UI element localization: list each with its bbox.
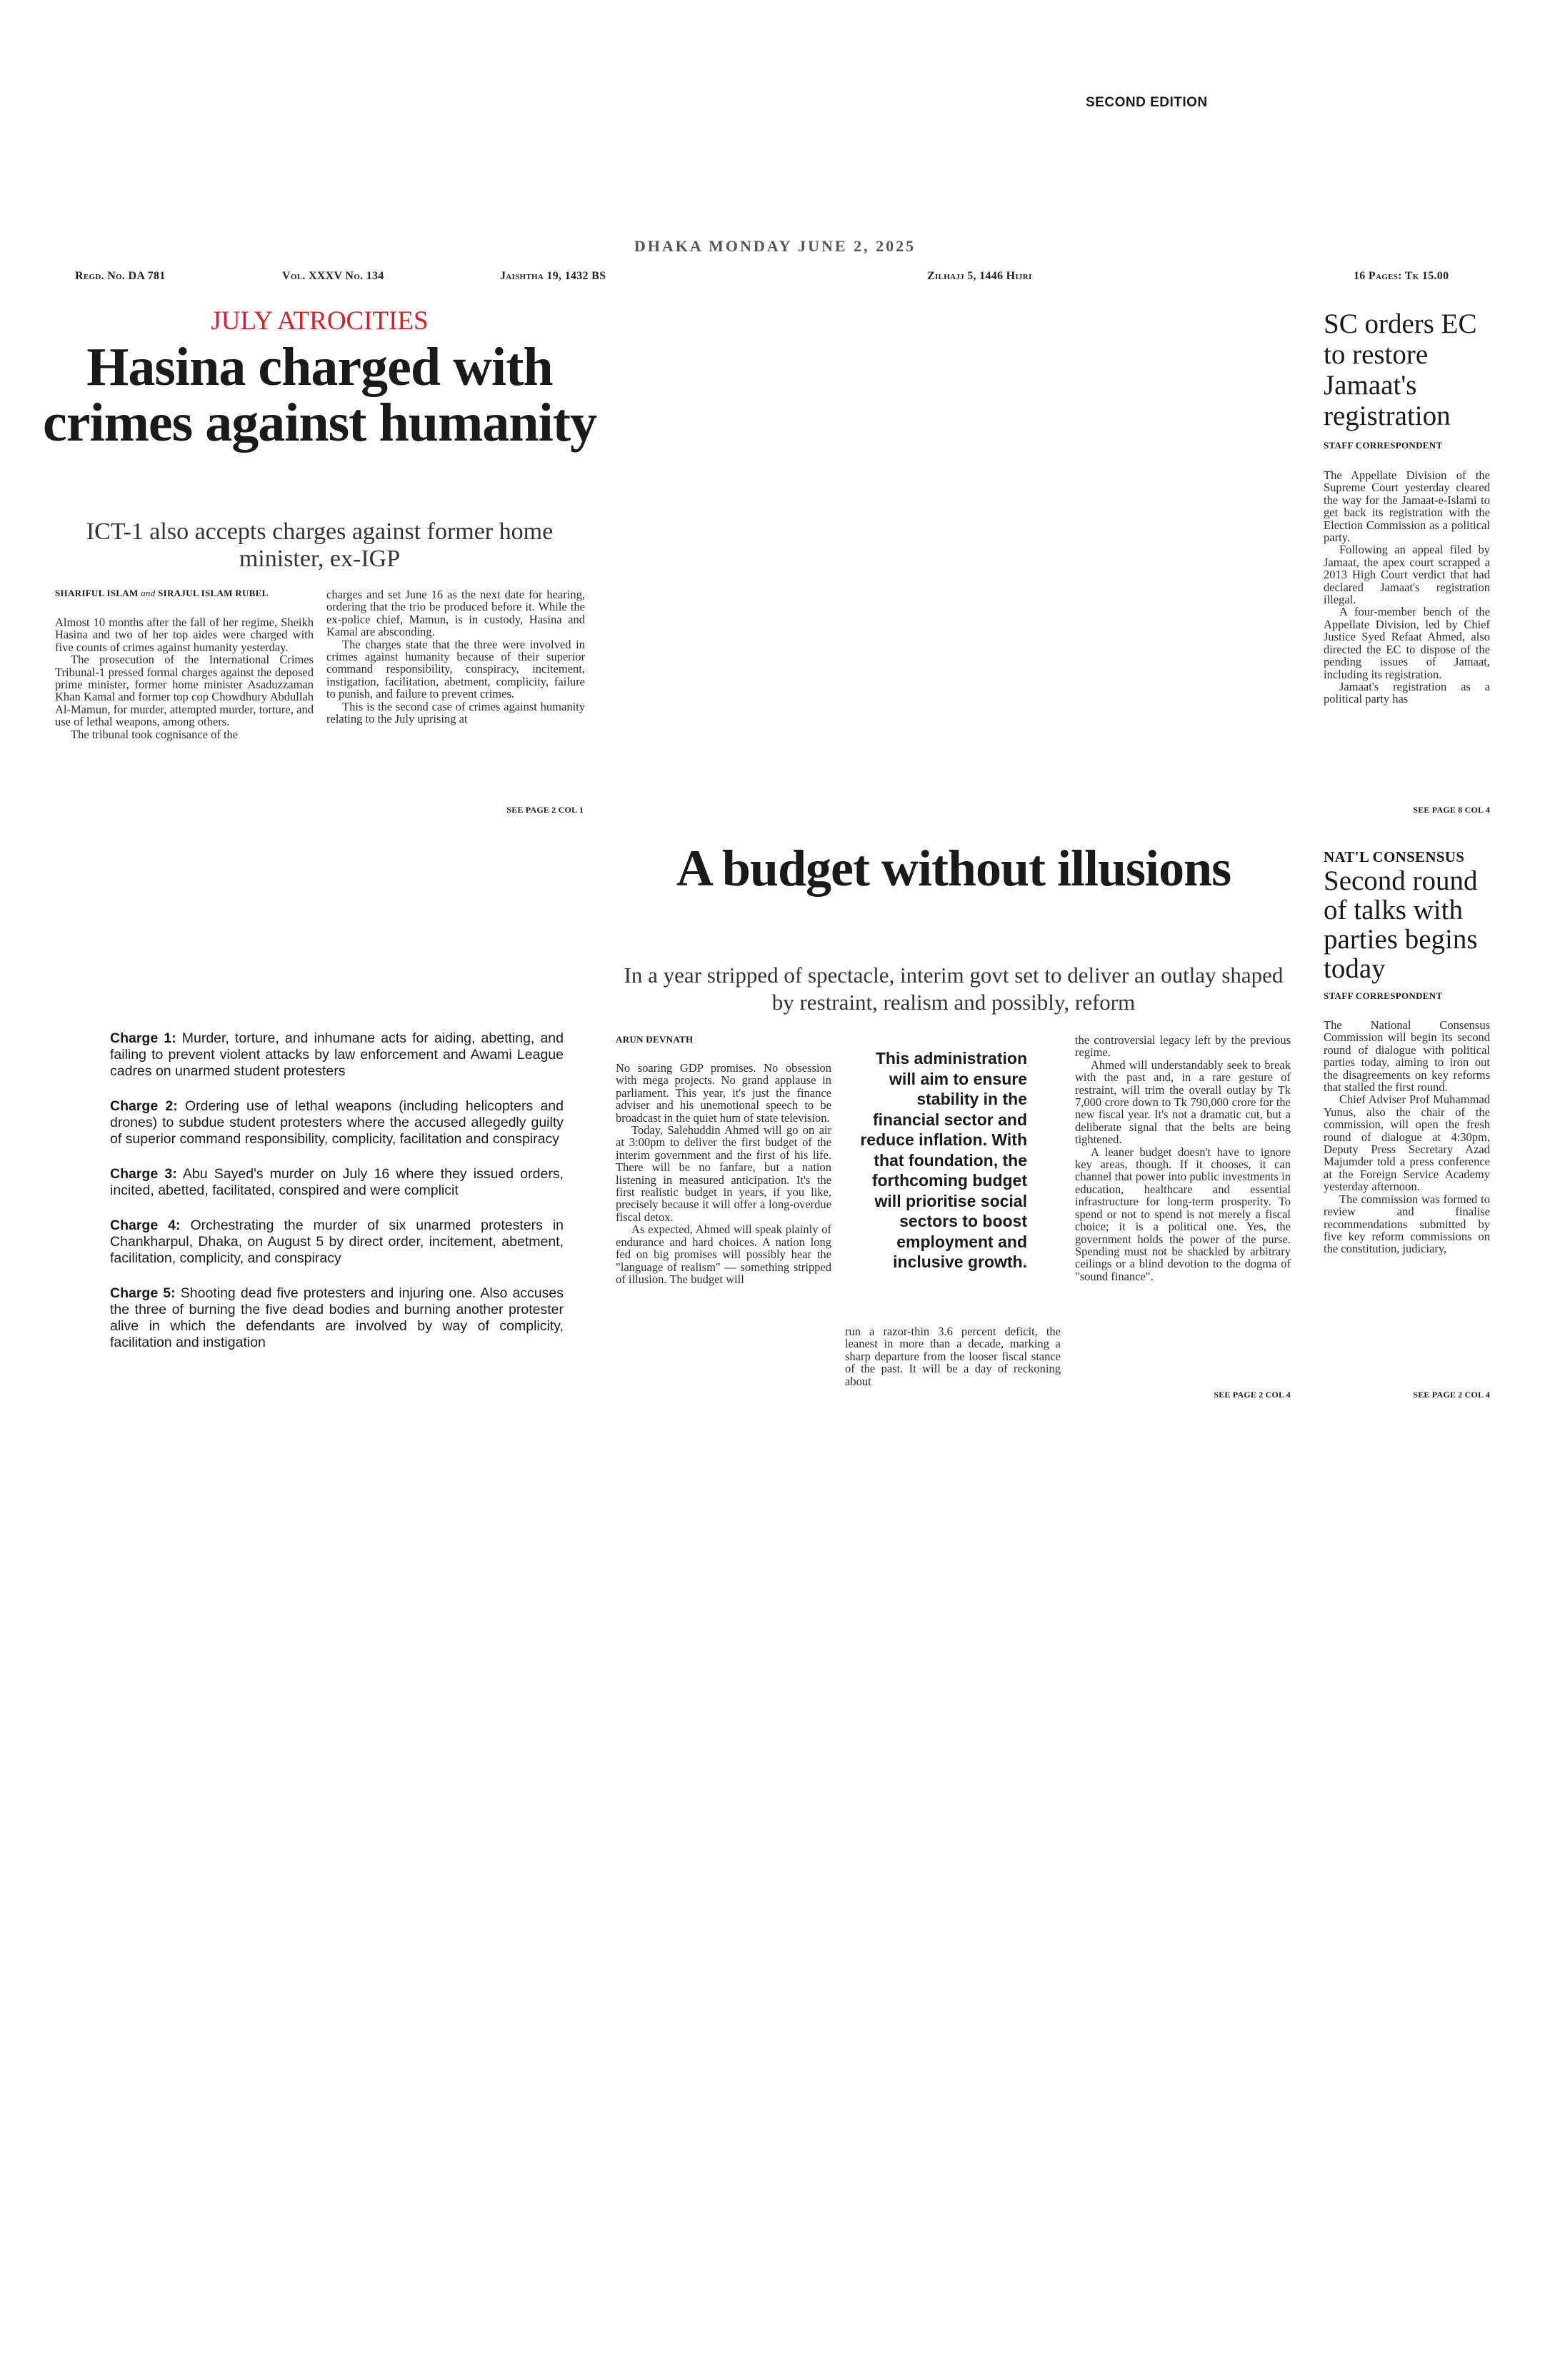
charge-label: Charge 3:	[110, 1166, 177, 1182]
lead-column-1	[55, 616, 314, 740]
consensus-kicker: NAT'L CONSENSUS	[1324, 848, 1465, 865]
budget-headline: A budget without illusions	[676, 840, 1231, 897]
consensus-byline: STAFF CORRESPONDENT	[1324, 990, 1443, 1001]
paragraph: the controversial legacy left by the previous regime.	[1075, 1033, 1291, 1060]
paragraph: The prosecution of the International Crimes Tribunal-1 pressed formal charges against the deposed prime minister, former home minister Asaduzzaman Khan Kamal and former top cop Chowdhury Abdullah Al-Mamun, for murder, attempted murder, torture, and use of lethal weapons, among others.	[55, 653, 314, 729]
charge-text: Abu Sayed's murder on July 16 where they issued orders, incited, abetted, facilitated, conspired and were complicit	[110, 1166, 564, 1198]
paragraph: Following an appeal filed by Jamaat, the apex court scrapped a 2013 High Court verdict that had declared Jamaat's registration illegal.	[1324, 543, 1490, 607]
jamaat-column	[1324, 469, 1490, 706]
consensus-column	[1324, 1019, 1490, 1255]
paragraph: A leaner budget doesn't have to ignore key areas, though. If it chooses, it can channel that power into public investments in education, healthcare and essential infrastructure for long-term prosperity. To spend or not to spend is not merely a fiscal choice; it is a political one. Yes, the government holds the power of the purse. Spending must not be shackled by arbitrary ceilings or a blind devotion to the dogma of "sound finance".	[1075, 1145, 1291, 1283]
paragraph: Almost 10 months after the fall of her regime, Sheikh Hasina and two of her top aides were charged with five counts of crimes against humanity yesterday.	[55, 616, 314, 654]
paragraph: The commission was formed to review and finalise recommendations submitted by five key reform commissions on the constitution, judiciary,	[1324, 1192, 1490, 1256]
charge-item	[110, 1098, 564, 1148]
lead-column-2	[326, 588, 585, 725]
paragraph: The charges state that the three were involved in crimes against humanity because of their superior command responsibility, conspiracy, incitement, instigation, facilitation, abetment, complicity, failure to punish, and failure to prevent crimes.	[326, 637, 585, 701]
paragraph: This is the second case of crimes against humanity relating to the July uprising at	[326, 699, 585, 726]
registration-number: Regd. No. DA 781	[75, 270, 166, 282]
budget-byline: ARUN DEVNATH	[616, 1034, 694, 1045]
charge-item	[110, 1285, 564, 1351]
paragraph: A four-member bench of the Appellate Division, led by Chief Justice Syed Refaat Ahmed, also directed the EC to dispose of the pending issues of Jamaat, including its registration.	[1324, 605, 1490, 681]
paragraph: The Appellate Division of the Supreme Court yesterday cleared the way for the Jamaat-e-Islami to get back its registration with the Election Commission as a political party.	[1324, 468, 1490, 545]
jamaat-continued-link[interactable]: SEE PAGE 8 COL 4	[1413, 805, 1490, 815]
paragraph: Chief Adviser Prof Muhammad Yunus, also the chair of the commission, will open the fresh round of dialogue at 4:30pm, Deputy Press Secretary Azad Majumder told a press conference at the Foreign Service Academy yesterday afternoon.	[1324, 1093, 1490, 1194]
charge-item	[110, 1166, 564, 1199]
charges-list	[110, 1030, 564, 1370]
consensus-headline: Second round of talks with parties begins today	[1324, 865, 1478, 984]
jamaat-headline: SC orders EC to restore Jamaat's registration	[1324, 308, 1477, 431]
charge-item	[110, 1217, 564, 1267]
budget-pull-quote: This administration will aim to ensure stability in the financial sector and reduce inflation. With that foundation, the forthcoming budget will prioritise social sectors to boost employment and inclusive growth.	[860, 1049, 1027, 1271]
charge-label: Charge 2:	[110, 1098, 178, 1114]
lead-deck: ICT-1 also accepts charges against former home minister, ex-IGP	[86, 518, 554, 572]
paragraph: charges and set June 16 as the next date for hearing, ordering that the trio be produced before it. While the ex-police chief, Mamun, is in custody, Hasina and Kamal are absconding.	[326, 588, 585, 639]
paragraph: No soaring GDP promises. No obsession with mega projects. No grand applause in parliament. This year, it's just the finance adviser and his unemotional speech to be broadcast in the quiet hum of state television.	[616, 1061, 831, 1125]
budget-column-1	[616, 1062, 831, 1285]
hijri-date: Zilhajj 5, 1446 Hijri	[927, 270, 1032, 282]
dateline: DHAKA MONDAY JUNE 2, 2025	[634, 237, 916, 255]
budget-continued-link[interactable]: SEE PAGE 2 COL 4	[1214, 1390, 1291, 1400]
paragraph: As expected, Ahmed will speak plainly of endurance and hard choices. A nation long fed on big promises will possibly hear the "language of realism" — something stripped of illusion. The budget will	[616, 1222, 831, 1286]
jamaat-byline: STAFF CORRESPONDENT	[1324, 440, 1443, 451]
bangla-date: Jaishtha 19, 1432 BS	[500, 270, 606, 282]
pages-price: 16 Pages: Tk 15.00	[1354, 270, 1449, 282]
paragraph: Jamaat's registration as a political party has	[1324, 679, 1490, 706]
charge-text: Ordering use of lethal weapons (including helicopters and drones) to subdue student protesters where the accused allegedly guilty of superior command responsibility, complicity, facilitation and conspiracy	[110, 1098, 564, 1147]
lead-continued-link[interactable]: SEE PAGE 2 COL 1	[506, 805, 584, 815]
charge-label: Charge 4:	[110, 1217, 181, 1233]
charge-label: Charge 5:	[110, 1285, 176, 1301]
lead-headline: Hasina charged with crimes against humanity	[43, 337, 596, 453]
paragraph: run a razor-thin 3.6 percent deficit, the leanest in more than a decade, marking a sharp departure from the looser fiscal stance of the past. It will be a day of reckoning about	[845, 1325, 1061, 1388]
volume-number: Vol. XXXV No. 134	[282, 270, 384, 282]
edition-label: SECOND EDITION	[1086, 95, 1208, 110]
paragraph: Today, Salehuddin Ahmed will go on air at 3:00pm to deliver the first budget of the interim government and the first of his life. There will be no fanfare, but a nation listening in measured anticipation. It's the first realistic budget in years, if you like, precisely because it will offer a long-overdue fiscal detox.	[616, 1123, 831, 1224]
budget-deck: In a year stripped of spectacle, interim govt set to deliver an outlay shaped by restraint, realism and possibly, reform	[624, 963, 1284, 1015]
lead-byline: SHARIFUL ISLAM and SIRAJUL ISLAM RUBEL	[55, 588, 269, 598]
budget-column-2	[845, 1325, 1061, 1387]
paragraph: Ahmed will understandably seek to break with the past and, in a rare gesture of restraint, will trim the overall outlay by Tk 7,000 crore down to Tk 790,000 crore for the new fiscal year. It's not a dramatic cut, but a deliberate signal that the belts are being tightened.	[1075, 1058, 1291, 1147]
charge-text: Orchestrating the murder of six unarmed protesters in Chankharpul, Dhaka, on August 5 by direct order, incitement, abetment, facilitation, complicity, and conspiracy	[110, 1217, 564, 1266]
consensus-continued-link[interactable]: SEE PAGE 2 COL 4	[1413, 1390, 1490, 1400]
paragraph: The National Consensus Commission will begin its second round of dialogue with political parties today, aiming to iron out the disagreements on key reforms that stalled the first round.	[1324, 1018, 1490, 1095]
charge-item	[110, 1030, 564, 1080]
charge-text: Murder, torture, and inhumane acts for aiding, abetting, and failing to prevent violent attacks by law enforcement and Awami League cadres on unarmed student protesters	[110, 1030, 564, 1079]
paragraph: The tribunal took cognisance of the	[71, 727, 239, 741]
budget-column-3	[1075, 1034, 1291, 1282]
story-kicker: JULY ATROCITIES	[211, 306, 429, 336]
charge-text: Shooting dead five protesters and injuring one. Also accuses the three of burning the five dead bodies and burning another protester alive in which the defendants are involved by way of complicity, facilitation and instigation	[110, 1285, 564, 1350]
charge-label: Charge 1:	[110, 1030, 176, 1046]
